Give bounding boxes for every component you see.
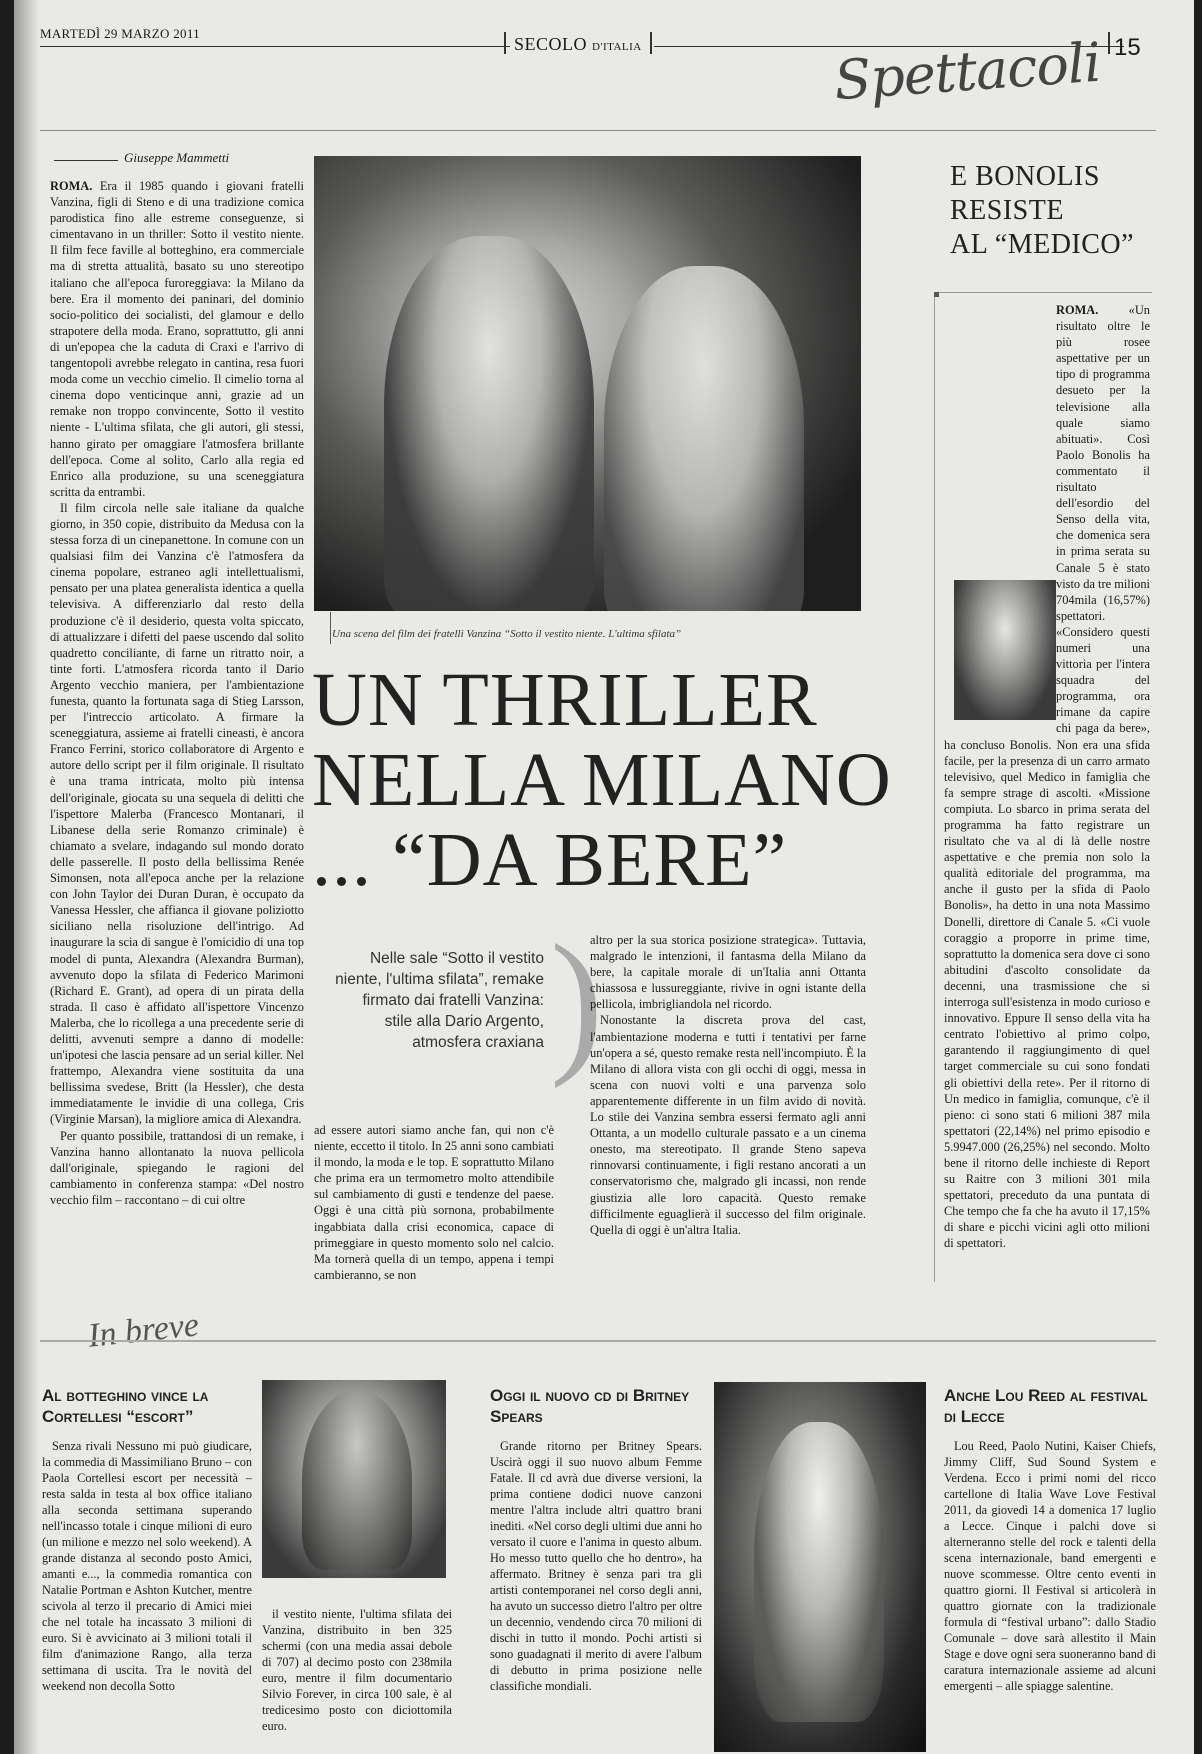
- brief-paragraph: Grande ritorno per Britney Spears. Uscirà oggi il suo nuovo album Femme Fatale. Il cd avrà due diverse versioni, la prima contiene dodici nuove canzoni mentre l'altra include altri quattro brani inediti. «Nel corso degli ultimi due anni ho versato il cuore e l'anima in questo album. Ho messo tutto quello che ho dentro», ha affermato. Britney è senza pari tra gli artisti contemporanei nel corso degli anni, ha avuto un successo dietro l'altro per oltre un decennio, vendendo circa 70 milioni di dischi in tutto il mondo. Pochi artisti si sono guadagnati il merito di avere l'album di debutto in prima posizione nelle classifiche mondiali.: [490, 1439, 702, 1693]
- article-column-2: [314, 1122, 554, 1282]
- photo-caption: Una scena del film dei fratelli Vanzina “Sotto il vestito niente. L'ultima sfilata”: [332, 628, 682, 640]
- article-paragraph: ad essere autori siamo anche fan, qui non c'è niente, eccetto il titolo. In 25 anni sono cambiati il mondo, la moda e le top. E soprattutto Milano che prima era un termometro molto attendibile sul cambiamento di gusti e tendenze del paese. Oggi è una città più sornona, probabilmente ingabbiata dalla crisi economica, capace di primeggiare in questo momento solo nel calcio. Ma tornerà quella di un tempo, appena i tempi cambieranno, se non: [314, 1123, 554, 1282]
- photo-figure: [384, 236, 594, 611]
- headline-line: ... “DA BERE”: [312, 818, 788, 902]
- sidebar-headline-line: RESISTE: [950, 195, 1064, 226]
- in-breve-label: In breve: [86, 1306, 201, 1355]
- newspaper-title-suffix: D'ITALIA: [592, 41, 642, 53]
- main-photo: [314, 156, 861, 611]
- photo-wrap-spacer: [944, 578, 1056, 728]
- byline: Giuseppe Mammetti: [124, 150, 230, 165]
- header-divider: [650, 32, 652, 54]
- photo-figure: [604, 266, 804, 611]
- brief-paragraph: Senza rivali Nessuno mi può giudicare, la commedia di Massimiliano Bruno – con Paola Cortellesi escort per necessità – resta salda in testa al box office italiano alla seconda settimana superando nell'incasso totale i cinque milioni di euro (un milione e mezzo nel solo weekend). A grande distanza al secondo posto Amici, amanti e..., la commedia romantica con Natalie Portman e Ashton Kutcher, mentre scivola al terzo il precario di Amici miei che nel totale ha incassato 3 milioni di euro. Si è avvicinato ai 3 milioni totali il film d'animazione Rango, alla terza settimana di uscita. Tra le novità del weekend non decolla Sotto: [42, 1439, 252, 1693]
- header-rule-left: [40, 46, 510, 47]
- pull-quote-bracket-icon: ): [550, 911, 604, 1089]
- brief-text: [42, 1438, 252, 1738]
- brief-text: [944, 1438, 1156, 1738]
- newspaper-title: SECOLO: [514, 34, 588, 54]
- article-text: «Un risultato oltre le più rosee aspettative per un tipo di programma desueto per la televisione alla quale siamo abituati». Così Paolo Bonolis ha commentato il risultato dell'esordio del Senso della vita, che domenica sera in prima serata su Canale 5 è stato visto da tre milioni 704mila (16,57%) spettatori. «Considero questi numeri una vittoria per l'intera squadra del programma, ora rimane da capire chi paga da bere», ha concluso Bonolis. Non era una sfida facile, per la presenza di un carro armato televisivo, quel Medico in famiglia che fa sempre strage di ascolti. «Missione compiuta. Lo sbarco in prima serata del programma ha fatto registrare un risultato che va al di là delle nostre aspettative e che premia non solo la qualità editoriale del programma, ma anche il gusto per la sfida di Paolo Bonolis», ha detto in una nota Massimo Donelli, direttore di Canale 5. «Ci vuole coraggio a proporre in prime time, soprattutto la domenica sera dove ci sono abitudini d'ascolto consolidate da decenni, una trasmissione che si interroga sull'esistenza in modo curioso e innovativo. Eppure Il senso della vita ha centrato l'obiettivo al primo colpo, garantendo il raggiungimento di quel target commerciale su cui sono fondati gli obiettivi della rete». Per il ritorno di Un medico in famiglia, comunque, c'è il pieno: ci sono stati 6 milioni 387 mila spettatori (22,14%) nel primo episodio e 5.9947.000 (26,25%) nel secondo. Molto bene il ritorno delle inchieste di Report su Raitre con 3 milioni 301 mila spettatori, preceduto da una puntata di Che tempo che fa che ha avuto il 17,15% di share e picchi vicini agli otto milioni di spettatori.: [944, 303, 1150, 1251]
- article-paragraph: [50, 178, 304, 500]
- brief-paragraph: il vestito niente, l'ultima sfilata dei Vanzina, distribuito in ben 325 schermi (con una media assai debole di 707) al decimo posto con 238mila euro, mentre il film documentario Silvio Forever, in circa 100 sale, è al tredicesimo posto con diciottomila euro.: [262, 1607, 452, 1733]
- article-text: Era il 1985 quando i giovani fratelli Vanzina, figli di Steno e di una tradizione comica parodistica fino alle estreme conseguenze, si cimentavano in un thriller: Sotto il vestito niente. Il film fece faville al botteghino, era commerciale ma di stretta attualità, basato su uno stereotipo italiano che all'epoca furoreggiava: la Milano da bere. Era il momento dei paninari, del dominio socio-politico dei socialisti, del glamour e dello strapotere della moda. Erano, soprattutto, gli anni di un'epopea che la caduta di Craxi e l'arrivo di tangentopoli avrebbe relegato in cantina, resa fuori moda come un vecchio cimelio. Il cimelio torna al cinema dopo venticinque anni, grazie ad un remake non troppo convincente, Sotto il vestito niente - L'ultima sfilata, che gli autori, gli stessi, hanno girato per omaggiare l'atmosfera brillante dell'epoca. Come al solito, Carlo alla regia ed Enrico alla produzione, su una sceneggiatura scritta da entrambi.: [50, 179, 304, 499]
- header-bottom-rule: [40, 130, 1156, 131]
- article-column-3: [590, 932, 866, 1282]
- article-paragraph: Per quanto possibile, trattandosi di un remake, i Vanzina hanno allontanato la nuova pellicola dall'originale, spiegando le ragioni del cambiamento in conferenza stampa: «Del nostro vecchio film – raccontano – di cui oltre: [50, 1128, 304, 1207]
- article-column-1: [50, 178, 304, 1278]
- article-paragraph: Il film circola nelle sale italiane da qualche giorno, in 350 copie, distribuito da Medusa con la stessa forza di un cinepanettone. In comune con un qualsiasi film dei Vanzina c'è l'atmosfera da cinema popolare, estraneo agli intellettualismi, pensato per una platea generalista identica a quella televisiva. A differenziarlo dal resto della produzione c'è il desiderio, questa volta spiccato, di attualizzare i difetti del paese uscendo dal solito quadretto conciliante, di farne un ritratto noir, a tinte forti. L'atmosfera ricorda tanto il Dario Argento vecchio maniera, per l'ambientazione funesta, quanto la fortunata saga di Stieg Larsson, per l'intreccio articolato. A firmare la sceneggiatura, assieme ai fratelli cineasti, è ancora Franco Ferrini, storico collaboratore di Argento e autore dello script per il film originale. Il risultato è una trama intricata, molto più intensa dell'originale, giocata su una sequela di delitti che l'ispettore Malerba (Francesco Montanari, il Libanese della serie Romanzo criminale) è chiamato a svelare, indagando sul mondo dorato delle passerelle. Il posto della bellissima Renée Simonsen, nota all'epoca anche per la relazione con John Taylor dei Duran Duran, è occupato da Vanessa Hessler, che affianca il giovane poliziotto siciliano nella risoluzione dell'intrigo. Ad inaugurare la scia di sangue è l'omicidio di una top model di punta, Alexandra (Alexandra Burman), avvenuto dopo la sfilata di Federico Marimoni (Richard E. Grant), ad opera di un pirata della strada. Il caso è affidato all'ispettore Vincenzo Malerba, che lo ricollega a una precedente serie di delitti, avvenuti sempre a danno di modelle: un'ipotesi che lascia pensare ad un serial killer. Nel frattempo, Alexandra viene sostituita da una bellissima svedese, Britt (la Hessler), che desta immediatamente le invidie di una collega, Cris (Virginie Marsan), la migliore amica di Alexandra.: [50, 500, 304, 1127]
- pull-quote: Nelle sale “Sotto il vestito niente, l'ultima sfilata”, remake firmato dai fratelli Vanzina: stile alla Dario Argento, atmosfera craxiana: [335, 950, 544, 1051]
- sidebar-headline: [950, 160, 1134, 262]
- page-spine-shadow: [14, 0, 40, 1754]
- brief-title: Anche Lou Reed al festival di Lecce: [944, 1386, 1148, 1426]
- britney-photo: [714, 1382, 926, 1752]
- header-divider: [1108, 32, 1110, 54]
- brief-text-continued: [262, 1606, 452, 1746]
- article-paragraph: altro per la sua storica posizione strategica». Tuttavia, malgrado le intenzioni, il fantasma della Milano da bere, la capitale morale di un'Italia anni Ottanta chiassosa e lussureggiante, rivive in ogni istante della pellicola, imbrigliandola nel ricordo.: [590, 933, 866, 1012]
- dateline: ROMA.: [1056, 303, 1099, 317]
- issue-date: MARTEDÌ 29 MARZO 2011: [40, 26, 200, 41]
- cortellesi-photo: [262, 1380, 446, 1578]
- caption-rule: [330, 612, 331, 644]
- in-breve-rule: [40, 1340, 1156, 1342]
- sidebar-article: [944, 302, 1150, 1282]
- section-name: Spettacoli: [832, 30, 1103, 113]
- headline: [312, 658, 892, 902]
- photo-figure: [754, 1422, 884, 1722]
- photo-figure: [302, 1390, 412, 1570]
- newspaper-page: [14, 0, 1194, 1754]
- sidebar-headline-line: AL “MEDICO”: [950, 229, 1135, 260]
- headline-line: NELLA MILANO: [312, 738, 892, 822]
- byline-rule: [54, 160, 118, 161]
- brief-title: Al botteghino vince la Cortellesi “escort”: [42, 1386, 209, 1426]
- headline-line: UN THRILLER: [312, 658, 818, 742]
- header-divider: [504, 32, 506, 54]
- brief-text: [490, 1438, 702, 1738]
- sidebar-headline-line: E BONOLIS: [950, 161, 1100, 192]
- brief-paragraph: Lou Reed, Paolo Nutini, Kaiser Chiefs, Jimmy Cliff, Sud Sound System e Verdena. Ecco i primi nomi del ricco cartellone di Italia Wave Love Festival 2011, da giovedì 14 a domenica 17 luglio a Lecce. Cinque i palchi dove si alterneranno stelle del rock e talenti della scena internazionale, band emergenti e nuove scommesse. Oltre cento eventi in quattro giorni. Il Festival si articolerà in quattro giornate con la tradizionale formula di “festival urbano”: dallo Stadio Comunale – dove sarà allestito il Main Stage e dove ogni sera suoneranno band di caratura internazionale assieme ad alcuni emergenti – alle spiagge salentine.: [944, 1439, 1156, 1693]
- brief-title: Oggi il nuovo cd di Britney Spears: [490, 1386, 690, 1426]
- dateline: ROMA.: [50, 179, 93, 193]
- article-paragraph: Nonostante la discreta prova del cast, l'ambientazione moderna e tutti i tentativi per farne un'opera a sé, questo remake resta nell'incompiuto. È la Milano di allora vista con gli occhi di oggi, messa in scena con nuovi volti e una parvenza solo apparentemente differente in un film avido di novità. Lo stile dei Vanzina sembra essersi fermato agli anni Ottanta, a un modello culturale passato e a un cinema onesto, ma stereotipato. Il grande Steno sapeva rinnovarsi continuamente, i figli restano ancorati a un conservatorismo che, malgrado gli incassi, non rende giustizia alle loro capacità. Questo remake difficilmente eguaglierà il successo del film originale. Quella di oggi è un'altra Italia.: [590, 1013, 866, 1237]
- page-number: 15: [1114, 34, 1141, 61]
- article-paragraph: [944, 302, 1150, 1252]
- newspaper-name: [514, 34, 642, 55]
